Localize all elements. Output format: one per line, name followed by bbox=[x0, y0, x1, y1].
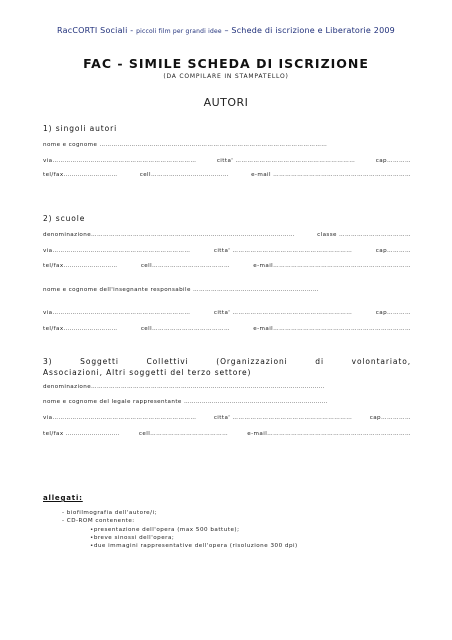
section3-legale-field[interactable]: nome e cognome del legale rappresentante ……………………………………………………………… bbox=[43, 399, 328, 405]
section1-citta-field[interactable]: citta' …………………………………………………… bbox=[216, 158, 356, 164]
section3-legal-row bbox=[43, 399, 411, 405]
section3-citta-field[interactable]: citta' …………………………………………………… bbox=[213, 415, 353, 421]
section2-via-field[interactable]: via…………………………………………………………… bbox=[43, 248, 191, 254]
bullet-item-sinossi bbox=[90, 535, 174, 541]
section1-email-field[interactable]: e-mail …………………………………………………………… bbox=[251, 172, 411, 178]
section2-cell2-field[interactable]: cell………………………………… bbox=[140, 326, 230, 332]
section3-via-field[interactable]: via……………………………………………………………… bbox=[43, 415, 197, 421]
section2-classe-field[interactable]: classe ……………………………… bbox=[317, 232, 411, 238]
bullet-text: presentazione dell'opera (max 500 battute); bbox=[93, 527, 240, 533]
section1-address-row bbox=[43, 158, 411, 164]
page-header bbox=[0, 26, 452, 35]
bullet-text: breve sinossi dell'opera; bbox=[93, 535, 175, 541]
bullet-icon: • bbox=[90, 527, 94, 533]
section2-address2-row bbox=[43, 310, 411, 316]
section1-name-field[interactable]: nome e cognome …………………………………………………………………………………………………… bbox=[43, 142, 328, 148]
section2-cap-field[interactable]: cap………… bbox=[375, 248, 411, 254]
section2-denom-row bbox=[43, 232, 411, 238]
section1-title: 1) singoli autori bbox=[43, 124, 118, 133]
section2-insegnante-field[interactable]: nome e cognome dell'insegnante responsabile ……………………………………………………… bbox=[43, 287, 319, 293]
form-subtitle: (DA COMPILARE IN STAMPATELLO) bbox=[163, 73, 289, 80]
form-title: FAC - SIMILE SCHEDA DI ISCRIZIONE bbox=[83, 56, 369, 71]
section3-denominazione-field[interactable]: denominazione……………………………………………………………………………………………………… bbox=[43, 384, 325, 390]
bullet-text: due immagini rappresentative dell'opera (risoluzione 300 dpi) bbox=[93, 543, 298, 549]
bullet-item-presentazione bbox=[90, 527, 239, 533]
header-doc: – Schede di iscrizione e Liberatorie 2009 bbox=[221, 26, 395, 35]
section1-contact-row bbox=[43, 172, 411, 178]
section3-address-row bbox=[43, 415, 411, 421]
section2-tel2-field[interactable]: tel/fax……………………… bbox=[43, 326, 118, 332]
bullet-icon: • bbox=[90, 535, 94, 541]
section-heading-autori: AUTORI bbox=[203, 96, 249, 109]
section2-cap2-field[interactable]: cap………… bbox=[375, 310, 411, 316]
section3-denom-row bbox=[43, 384, 411, 390]
section2-teacher-row bbox=[43, 287, 411, 293]
section1-cap-field[interactable]: cap………… bbox=[375, 158, 411, 164]
allegati-item-cdrom: - CD-ROM contenente: bbox=[62, 518, 135, 524]
section2-email-field[interactable]: e-mail…………………………………………………………… bbox=[253, 263, 411, 269]
section2-contact2-row bbox=[43, 326, 411, 332]
section2-contact-row bbox=[43, 263, 411, 269]
section2-title: 2) scuole bbox=[43, 214, 86, 223]
bullet-item-immagini bbox=[90, 543, 298, 549]
section2-citta-field[interactable]: citta' …………………………………………………… bbox=[213, 248, 353, 254]
section2-via2-field[interactable]: via…………………………………………………………… bbox=[43, 310, 191, 316]
bullet-icon: • bbox=[90, 543, 94, 549]
section2-citta2-field[interactable]: citta' …………………………………………………… bbox=[213, 310, 353, 316]
section1-via-field[interactable]: via……………………………………………………………… bbox=[43, 158, 197, 164]
section3-title-line2: Associazioni, Altri soggetti del terzo settore) bbox=[43, 368, 252, 377]
section3-title-line1: 3) Soggetti Collettivi (Organizzazioni di volontariato, bbox=[43, 357, 411, 366]
allegati-title: allegati: bbox=[43, 494, 83, 502]
section3-contact-row bbox=[43, 431, 411, 437]
section1-cell-field[interactable]: cell………………………………… bbox=[139, 172, 229, 178]
section1-name-row bbox=[43, 142, 411, 148]
section2-cell-field[interactable]: cell………………………………… bbox=[140, 263, 230, 269]
allegati-item-biofilmografia: - biofilmografia dell'autore/i; bbox=[62, 510, 157, 516]
section2-email2-field[interactable]: e-mail…………………………………………………………… bbox=[253, 326, 411, 332]
section3-email-field[interactable]: e-mail……………………………………………………………… bbox=[247, 431, 411, 437]
section3-tel-field[interactable]: tel/fax ……………………… bbox=[43, 431, 120, 437]
header-series: RacCORTI Sociali - bbox=[57, 26, 137, 35]
section2-address-row bbox=[43, 248, 411, 254]
section2-tel-field[interactable]: tel/fax……………………… bbox=[43, 263, 118, 269]
section3-cell-field[interactable]: cell………………………………… bbox=[138, 431, 229, 437]
section1-tel-field[interactable]: tel/fax……………………… bbox=[43, 172, 118, 178]
section3-cap-field[interactable]: cap…………… bbox=[369, 415, 411, 421]
header-tagline: piccoli film per grandi idee bbox=[136, 28, 222, 35]
section2-denominazione-field[interactable]: denominazione………………………………………………………………………………………… bbox=[43, 232, 295, 238]
